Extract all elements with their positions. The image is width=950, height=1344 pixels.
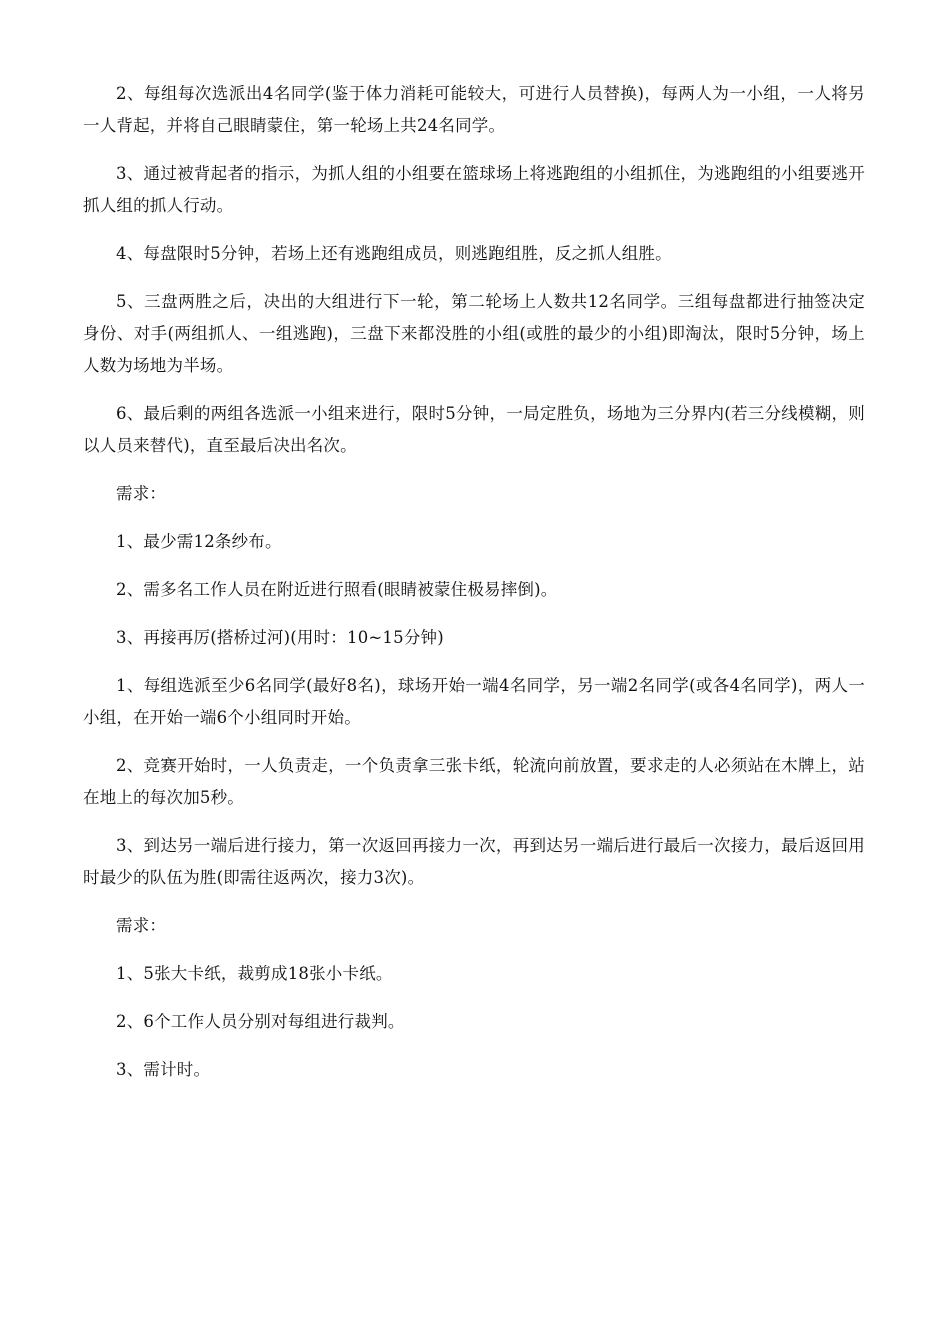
paragraph-rule-6: 6、最后剩的两组各选派一小组来进行，限时5分钟，一局定胜负，场地为三分界内(若三分线模糊，则以人员来替代)，直至最后决出名次。	[83, 404, 865, 455]
paragraph-rule-4: 4、每盘限时5分钟，若场上还有逃跑组成员，则逃跑组胜，反之抓人组胜。	[116, 244, 672, 263]
requirement-item-3: 1、5张大卡纸，裁剪成18张小卡纸。	[116, 964, 393, 983]
requirement-item-5: 3、需计时。	[116, 1060, 211, 1079]
requirement-item-4: 2、6个工作人员分别对每组进行裁判。	[116, 1012, 405, 1031]
paragraph-step-2: 2、竞赛开始时，一人负责走，一个负责拿三张卡纸，轮流向前放置，要求走的人必须站在木牌上，站在地上的每次加5秒。	[83, 756, 865, 807]
requirements-heading-2: 需求：	[116, 916, 167, 935]
document-body	[83, 78, 865, 1102]
paragraph-rule-5: 5、三盘两胜之后，决出的大组进行下一轮，第二轮场上人数共12名同学。三组每盘都进行抽签决定身份、对手(两组抓人、一组逃跑)，三盘下来都没胜的小组(或胜的最少的小组)即淘汰，限时5分钟，场上人数为场地为半场。	[83, 292, 865, 375]
paragraph-rule-2: 2、每组每次选派出4名同学(鉴于体力消耗可能较大，可进行人员替换)，每两人为一小组，一人将另一人背起，并将自己眼睛蒙住，第一轮场上共24名同学。	[83, 84, 865, 135]
paragraph-step-3: 3、到达另一端后进行接力，第一次返回再接力一次，再到达另一端后进行最后一次接力，最后返回用时最少的队伍为胜(即需往返两次，接力3次)。	[83, 836, 865, 887]
requirement-item-1: 1、最少需12条纱布。	[116, 532, 282, 551]
requirement-item-2: 2、需多名工作人员在附近进行照看(眼睛被蒙住极易摔倒)。	[116, 580, 558, 599]
requirements-heading: 需求：	[116, 484, 167, 503]
paragraph-step-1: 1、每组选派至少6名同学(最好8名)，球场开始一端4名同学，另一端2名同学(或各4名同学)，两人一小组，在开始一端6个小组同时开始。	[83, 676, 865, 727]
paragraph-rule-3: 3、通过被背起者的指示，为抓人组的小组要在篮球场上将逃跑组的小组抓住，为逃跑组的小组要逃开抓人组的抓人行动。	[83, 164, 865, 215]
activity-title: 3、再接再厉(搭桥过河)(用时：10~15分钟)	[116, 628, 444, 647]
